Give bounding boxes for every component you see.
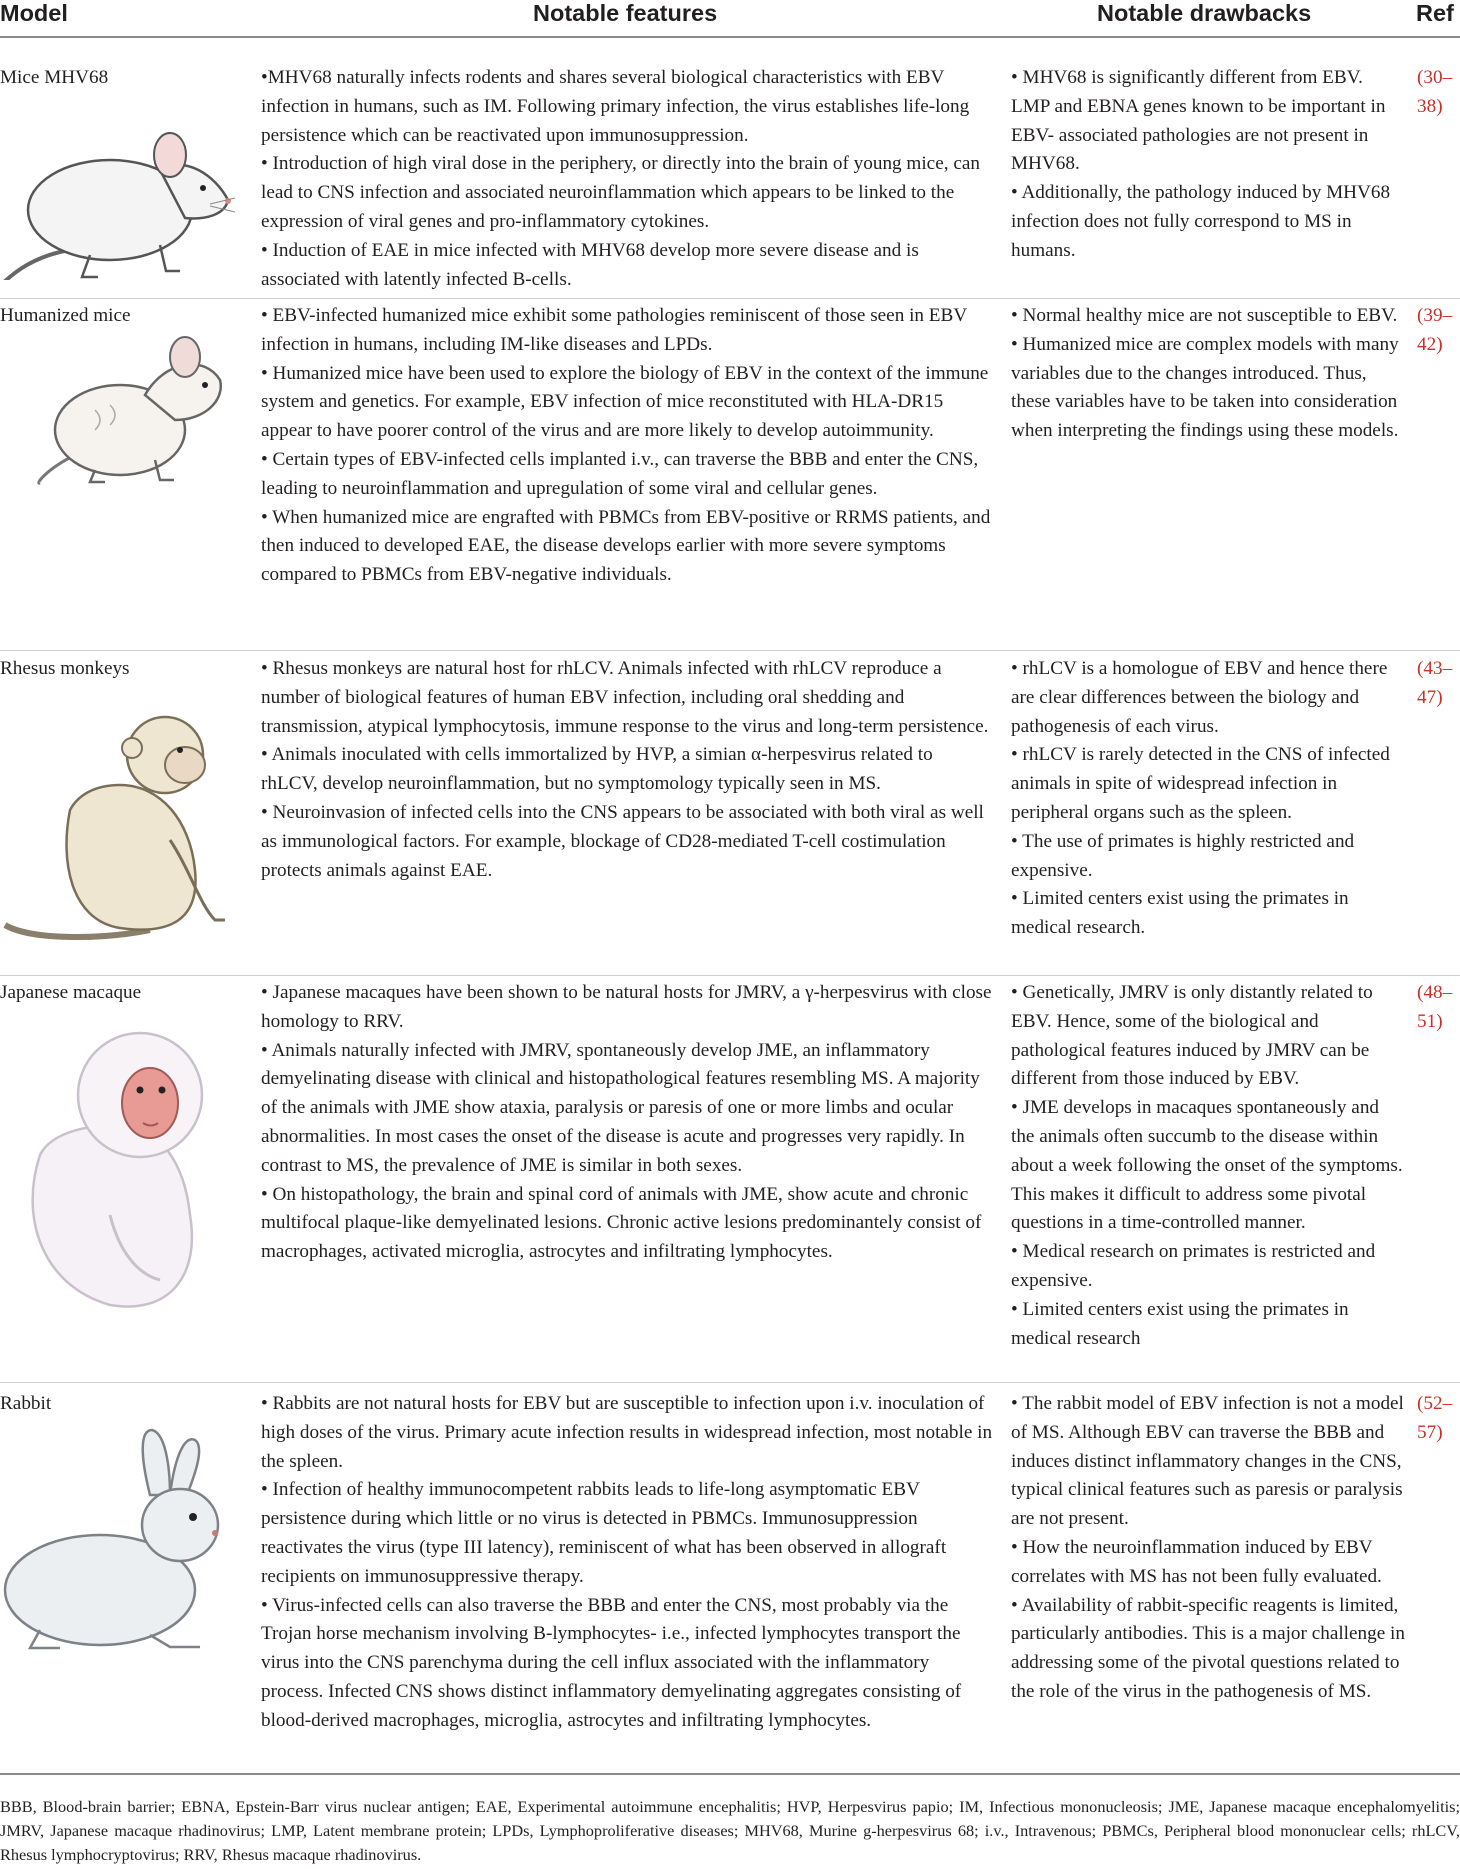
reference-link[interactable]: (43– 47) bbox=[1417, 658, 1453, 708]
features-cell: •MHV68 naturally infects rodents and shares several biological characteristics with EBV infection in humans, such as IM. Following primary infection, the virus establishes life-long persistence which can be reactivated upon immunosuppression. • Introduction of high viral dose in the periphery, or directly into the brain of young mice, can lead to CNS infection and associated neuroinflammation which appears to be linked to the expression of viral genes and pro-inflammatory cytokines. • Induction of EAE in mice infected with MHV68 develop more severe disease and is associated with latently infected B-cells. bbox=[261, 67, 980, 290]
row-divider bbox=[0, 1382, 1460, 1383]
reference-link[interactable]: (39– 42) bbox=[1417, 305, 1453, 355]
column-header-model: Model bbox=[0, 0, 68, 26]
reference-link[interactable]: (30– 38) bbox=[1417, 67, 1453, 117]
drawbacks-cell: • The rabbit model of EBV infection is not a model of MS. Although EBV can traverse the BBB and induces distinct inflammatory changes in the CNS, typical clinical features such as paresis or paralysis are not present. • How the neuroinflammation induced by EBV correlates with MS has not been fully evaluated. • Availability of rabbit-specific reagents is limited, particularly antibodies. This is a major challenge in addressing some of the pivotal questions related to the role of the virus in the pathogenesis of MS. bbox=[1011, 1393, 1405, 1702]
model-name: Humanized mice bbox=[0, 305, 131, 326]
drawbacks-cell: • MHV68 is significantly different from EBV. LMP and EBNA genes known to be important in EBV- associated pathologies are not present in MHV68. • Additionally, the pathology induced by MHV68 infection does not fully correspond to MS in humans. bbox=[1011, 67, 1391, 261]
table-bottom-rule bbox=[0, 1773, 1460, 1775]
model-name: Japanese macaque bbox=[0, 982, 142, 1003]
row-divider bbox=[0, 975, 1460, 976]
features-cell: • Rabbits are not natural hosts for EBV but are susceptible to infection upon i.v. inoculation of high doses of the virus. Primary acute infection results in widespread infection, most notable in the spleen. • Infection of healthy immunocompetent rabbits leads to life-long asymptomatic EBV persistence during which little or no virus is detected in PBMCs. Immunosuppression reactivates the virus (type III latency), reminiscent of what has been observed in allograft recipients on immunosuppressive therapy. • Virus-infected cells can also traverse the BBB and enter the CNS, most probably via the Trojan horse mechanism involving B-lymphocytes- i.e., infected lymphocytes transport the virus into the CNS parenchyma during the cell influx associated with the inflammatory process. Infected CNS shows distinct inflammatory demyelinating aggregates consisting of blood-derived macrophages, microglia, astrocytes and infiltrating lymphocytes. bbox=[261, 1393, 993, 1731]
mouse-icon bbox=[0, 100, 240, 280]
row-divider bbox=[0, 650, 1460, 651]
model-name: Mice MHV68 bbox=[0, 67, 109, 88]
column-header-features: Notable features bbox=[533, 0, 718, 26]
column-header-ref: Ref bbox=[1416, 0, 1454, 26]
drawbacks-cell: • Genetically, JMRV is only distantly related to EBV. Hence, some of the biological and pathological features induced by JMRV can be different from those induced by EBV. • JME develops in macaques spontaneously and the animals often succumb to the disease within about a week following the onset of the symptoms. This makes it difficult to address some pivotal questions in a time-controlled manner. • Medical research on primates is restricted and expensive. • Limited centers exist using the primates in medical research bbox=[1011, 982, 1403, 1349]
hairless-mouse-icon bbox=[35, 335, 235, 485]
features-cell: • Japanese macaques have been shown to be natural hosts for JMRV, a γ-herpesvirus with close homology to RRV. • Animals naturally infected with JMRV, spontaneously develop JME, an inflammatory demyelinating disease with clinical and histopathological features resembling MS. A majority of the animals with JME show ataxia, paralysis or paresis of one or more limbs and ocular abnormalities. In most cases the onset of the disease is acute and progresses very rapidly. In contrast to MS, the prevalence of JME is similar in both sexes. • On histopathology, the brain and spinal cord of animals with JME, show acute and chronic multifocal plaque-like demyelinated lesions. Chronic active lesions predominantely consist of macrophages, activated microglia, astrocytes and infiltrating lymphocytes. bbox=[261, 982, 992, 1263]
reference-link[interactable]: (48– 51) bbox=[1417, 982, 1453, 1032]
header-rule bbox=[0, 36, 1460, 38]
model-name: Rhesus monkeys bbox=[0, 658, 130, 679]
features-cell: • Rhesus monkeys are natural host for rhLCV. Animals infected with rhLCV reproduce a number of biological features of human EBV infection, including oral shedding and transmission, atypical lymphocytosis, immune response to the virus and long-term persistence. • Animals inoculated with cells immortalized by HVP, a simian α-herpesvirus related to rhLCV, develop neuroinflammation, but no symptomology typically seen in MS. • Neuroinvasion of infected cells into the CNS appears to be associated with both viral as well as immunological factors. For example, blockage of CD28-mediated T-cell costimulation protects animals against EAE. bbox=[261, 658, 989, 881]
japanese-macaque-icon bbox=[0, 1015, 240, 1315]
features-cell: • EBV-infected humanized mice exhibit some pathologies reminiscent of those seen in EBV infection in humans, including IM-like diseases and LPDs. • Humanized mice have been used to explore the biology of EBV in the context of the immune system and genetics. For example, EBV infection of mice reconstituted with HLA-DR15 appear to have poorer control of the virus and are more likely to develop autoimmunity. • Certain types of EBV-infected cells implanted i.v., can traverse the BBB and enter the CNS, leading to neuroinflammation and upregulation of some viral and cellular genes. • When humanized mice are engrafted with PBMCs from EBV-positive or RRMS patients, and then induced to developed EAE, the disease develops earlier with more severe symptoms compared to PBMCs from EBV-negative individuals. bbox=[261, 305, 991, 586]
column-header-drawbacks: Notable drawbacks bbox=[1097, 0, 1312, 26]
row-divider bbox=[0, 298, 1460, 299]
model-name: Rabbit bbox=[0, 1393, 52, 1414]
drawbacks-cell: • rhLCV is a homologue of EBV and hence there are clear differences between the biology and pathogenesis of each virus. • rhLCV is rarely detected in the CNS of infected animals in spite of widespread infection in peripheral organs such as the spleen. • The use of primates is highly restricted and expensive. • Limited centers exist using the primates in medical research. bbox=[1011, 658, 1390, 939]
rhesus-monkey-icon bbox=[0, 690, 240, 950]
table-footnote: BBB, Blood-brain barrier; EBNA, Epstein-Barr virus nuclear antigen; EAE, Experimental autoimmune encephalitis; HVP, Herpesvirus papio; IM, Infectious mononucleosis; JME, Japanese macaque encephalomyelitis; JMRV, Japanese macaque rhadinovirus; LMP, Latent membrane protein; LPDs, Lymphoproliferative diseases; MHV68, Murine g-herpesvirus 68; i.v., Intravenous; PBMCs, Peripheral blood mononuclear cells; rhLCV, Rhesus lymphocryptovirus; RRV, Rhesus macaque rhadinovirus. bbox=[0, 1797, 1460, 1864]
drawbacks-cell: • Normal healthy mice are not susceptible to EBV. • Humanized mice are complex models with many variables due to the changes introduced. Thus, these variables have to be taken into consideration when interpreting the findings using these models. bbox=[1011, 305, 1399, 442]
reference-link[interactable]: (52– 57) bbox=[1417, 1393, 1453, 1443]
rabbit-icon bbox=[0, 1425, 240, 1655]
